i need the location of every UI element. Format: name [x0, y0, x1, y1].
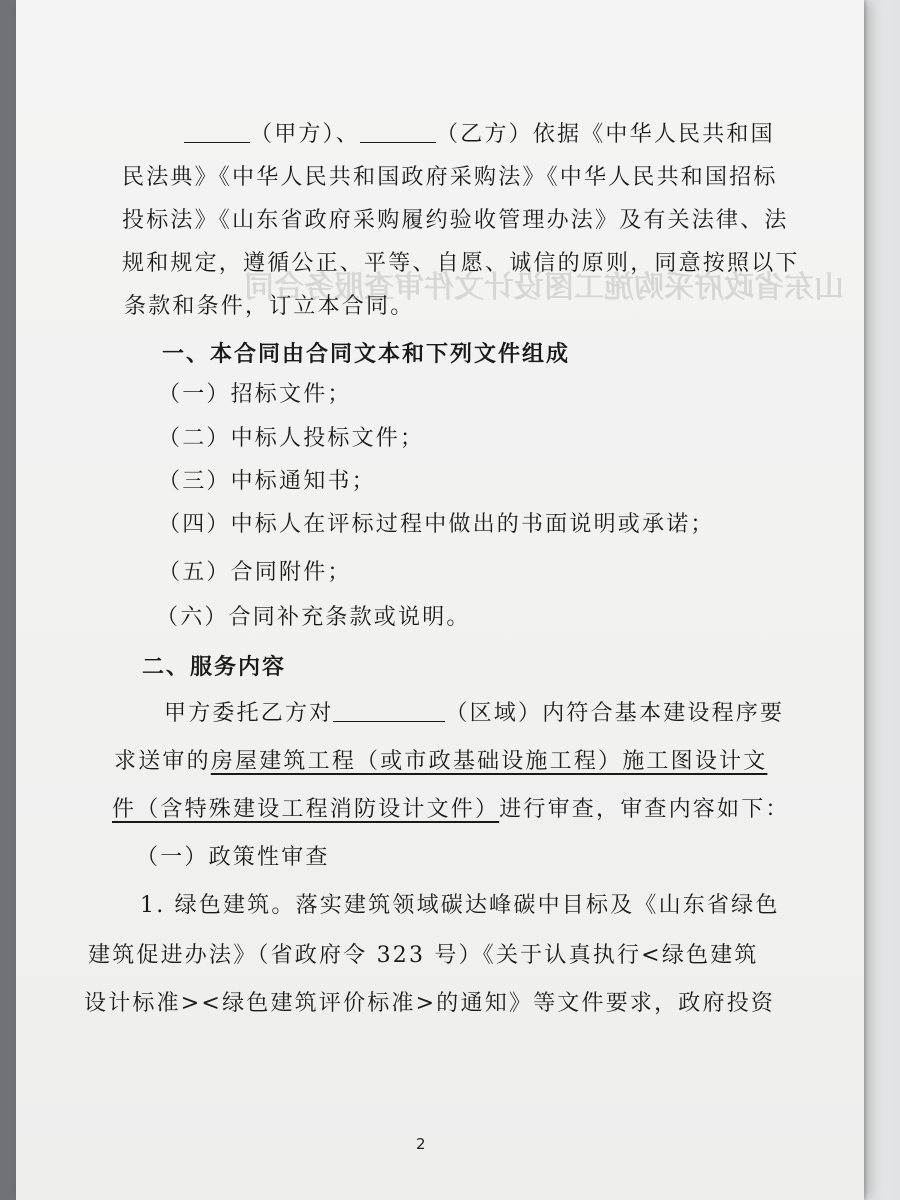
document-page [16, 0, 864, 1200]
list-item: （五）合同附件； [158, 560, 352, 585]
service-line-2: 求送审的房屋建筑工程（或市政基础设施工程）施工图设计文 [114, 749, 768, 774]
intro-line-4: 规和规定，遵循公正、平等、自愿、诚信的原则，同意按照以下 [122, 251, 800, 276]
intro-line-1: （甲方）、 （乙方）依据《中华人民共和国 [184, 117, 775, 148]
party-b-blank [360, 122, 436, 143]
show-through-text: 山东省政府采购施工图设计文件审查服务合同 [244, 270, 844, 305]
section-1-heading: 一、本合同由合同文本和下列文件组成 [162, 342, 571, 367]
section-2-heading: 二、服务内容 [142, 655, 287, 680]
item-1-line-3: 设计标准><绿色建筑评价标准>的通知》等文件要求，政府投资 [84, 991, 776, 1016]
intro-line-2: 民法典》《中华人民共和国政府采购法》《中华人民共和国招标 [122, 165, 778, 190]
list-item: （六）合同补充条款或说明。 [156, 605, 471, 630]
list-item: （三）中标通知书； [158, 469, 376, 494]
list-item: （一）招标文件； [158, 382, 352, 407]
list-item: （二）中标人投标文件； [158, 426, 425, 451]
page-number: 2 [416, 1135, 426, 1153]
subsection-heading: （一）政策性审查 [136, 845, 330, 870]
item-1-line-2: 建筑促进办法》（省政府令 323 号）《关于认真执行<绿色建筑 [88, 943, 759, 968]
region-blank [333, 701, 445, 722]
party-a-blank [184, 122, 250, 143]
service-line-1: 甲方委托乙方对 （区域）内符合基本建设程序要 [164, 701, 785, 726]
service-line-3: 件（含特殊建设工程消防设计文件）进行审查，审查内容如下： [112, 797, 790, 822]
intro-line-5: 条款和条件，订立本合同。 [124, 294, 415, 319]
item-1-line-1: 1. 绿色建筑。落实建筑领域碳达峰碳中目标及《山东省绿色 [140, 893, 780, 918]
intro-line-3: 投标法》《山东省政府采购履约验收管理办法》及有关法律、法 [122, 208, 789, 233]
list-item: （四）中标人在评标过程中做出的书面说明或承诺； [158, 512, 715, 537]
